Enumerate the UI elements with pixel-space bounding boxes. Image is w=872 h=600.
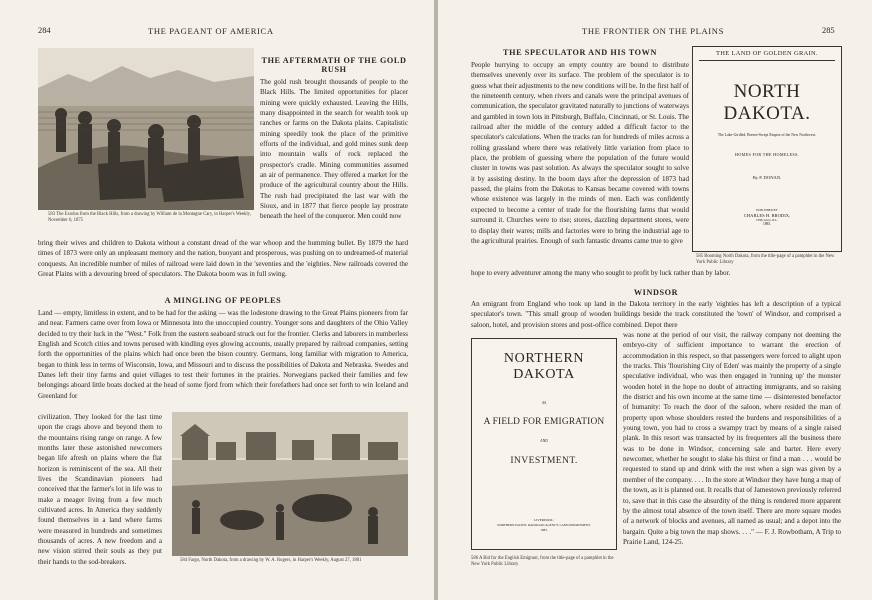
tp585-publisher: CHARLES H. BRODIX, [743,212,791,218]
windsor-heading: WINDSOR [633,288,679,297]
north-dakota-title-page [692,46,842,252]
exodus-engraving [38,48,254,210]
aftermath-section [260,56,408,222]
tp586-place: LIVERPOOL: [534,518,554,522]
tp586-and: AND [540,439,548,443]
fargo-illustration [172,412,408,556]
tp585-year: 1885. [762,221,772,226]
aftermath-heading: THE AFTERMATH OF THE GOLD RUSH [261,56,407,74]
tp586-investment: INVESTMENT. [510,455,578,466]
tp585-top-line: THE LAND OF GOLDEN GRAIN. [716,50,818,57]
tp586-title: NORTHERN DAKOTA [503,351,585,382]
fig584-caption: 584 Fargo, North Dakota, from a drawing by W. A. Rogers, in Harper's Weekly, August 27, 1881 [180,558,362,563]
tp585-title: NORTH DAKOTA. [723,81,811,124]
windsor-column-text: was none at the period of our visit, the railway company not deeming the embryo-city of sufficient importance to warrant the erection of accommodation in this respect, so that passengers were forced to alight upon the tracks. This 'flourishing City of Eden' was mainly the property of a single speculative individual, who was then engaged in 'running up' the monster wooden hotel in the hope no doubt of attracting immigrants, and so raising the district and his own income at the same time — disinterested benefactor of humanity: To reach the door of the saloon, where resided the man of property upon whose shoulders rested the burdens and responsibilities of a young town, you had to cross a swampy tract by means of a single raised plank. In this resort was transacted by its frequenters all the business there was to be done in Windsor, concerning sale and barter. Here every newcomer, whether he sought to slake his thirst or find a man . . . would be requested to stand up and drink with the rest when a sign was given by a member of the company. . . . In the store at Windsor they have hung a map of the town, as it is planned out. It recalls that of Jamestown previously referred to, save that in this case the absurdity of the thing is rendered more apparent by the almost total absence of the town itself. There are more square modes of a network of blocks and avenues, all named as usual; and a depot into the bargain. Quite a big town the map shows. . . ." — F. J. Rowbotham, A Trip to Prairie Land, 124-25. [623,331,841,546]
right-running-head: THE FRONTIER ON THE PLAINS [582,26,724,36]
speculator-lead-text: People hurrying to occupy an empty country are bound to distribute themselves unevenly over its surface. The problem of the speculator is to guess what their adjustments to the new conditions will be. In the first half of the nineteenth century, when rivers and canals were the principal avenues of communication, the speculator gravitated naturally to junctions of waterways and gambled in town lots in Pittsburgh, Buffalo, Cincinnati, or St. Louis. The railroad after the middle of the century added a difficult factor to the speculator's calculations. When the tracks ran for hundreds of miles across a rolling grassland where there was relatively little variation from place to place, the problem of guessing where the population of the future would cluster in towns was past solution. As always the speculator sought to solve it by assisting destiny. In the boom days after the depression of 1873 had passed, the plains from the Dakotas to Kansas became covered with towns whose existence was largely in the minds of men. Each was confidently expected to become a center of trade for the flourishing farms that would surround it. Churches were to rise; stores, dazzling department stores, were to display their wares; mills and factories were to bring the industrial age to the agricultural prairies. Enough of such fantastic dreams came true to give [471,61,689,245]
northern-dakota-title-page [471,338,617,550]
fargo-engraving [172,412,408,556]
fig583-caption: 583 The Exodus from the Black Hills, from a drawing by William de la Montagne Cary, in Harper's Weekly, November 6, 1875 [48,212,251,223]
right-page [438,0,872,600]
fig586-caption: 586 A Bid for the English Emigrant, from the title-page of a pamphlet in the New York Public Library [471,556,614,567]
fig585-caption: 585 Booming North Dakota, from the title-page of a pamphlet in the New York Public Library [696,254,835,265]
tp585-homes-line: HOMES FOR THE HOMELESS. [734,151,800,157]
left-running-head: THE PAGEANT OF AMERICA [148,26,274,36]
mingling-continued-text: civilization. They looked for the last time upon the crags above and beyond them to the mountains rising range on range. A few months later these astonished newcomers began life afresh on plains where the flat horizon is reminiscent of the sea. All their lives the Scandinavian pioneers had conceived that the farmer's lot in life was to make a meager living from a few much cultivated acres. In America they suddenly found themselves in a land where farms were measured in hundreds and sometimes thousands of acres. A new freedom and a new vision stirred their souls as they put their hands to the sod-breakers. [38,413,162,566]
tp585-subtitle: The Lake-Girdled, Breeze-Swept Empire of the New Northwest. [717,133,817,137]
tp586-field: A FIELD FOR EMIGRATION [483,417,605,427]
tp586-as: AS [541,401,547,405]
tp586-agency: NORTHERN PACIFIC RAILROAD AGENCY, LAND DEPARTMENT. [497,523,591,527]
tp585-city: CHICAGO, ILL. [756,217,778,222]
tp585-publisher-label: PUBLISHED BY [756,207,778,212]
speculator-section [471,48,689,246]
tp586-year: 1883. [540,528,548,532]
mingling-lead-text: Land — empty, limitless in extent, and to be had for the asking — was the lodestone drawing to the Great Plains pioneers from far and near. Farmers came over from Iowa or Minnesota into the unoccupied country. Younger sons and daughters of the Ohio Valley decided to try their luck in the "West." Folk from the eastern seaboard struck out for the frontier. Clerks and laborers in numberless English and Scotch cities and towns perused with kindling eyes glowing accounts, usually prepared by railroad companies, setting forth the opportunities of the plains which had once been the bison country. Germans, long familiar with migration to America, began to think less in terms of Wisconsin, Iowa, and Missouri and to discuss the possibilities of Dakota and Nebraska. Swedes and Danes left their tiny farms and quiet villages to test their fortunes in the prairies. Norwegians packed their families and few belongings aboard little boats docked at the head of some fjord from which their forefathers had once set forth to win Iceland and Greenland for [38,309,408,400]
exodus-illustration [38,48,254,210]
speculator-heading: THE SPECULATOR AND HIS TOWN [503,48,657,57]
windsor-lead-text: An emigrant from England who took up land in the Dakota territory in the early 'eighties has left a description of a typical speculator's town. "This small group of wooden buildings beside the track constituted the 'town' of Windsor, and comprised a saloon, hotel, and provision stores and post-office combined. Depot there [471,300,841,329]
tp585-author: By P. DONAN. [752,174,782,180]
mingling-heading: A MINGLING OF PEOPLES [164,296,282,305]
left-page [0,0,434,600]
speculator-continued-text: hope to every adventurer among the many who sought to profit by luck rather than by labor. [471,269,731,277]
aftermath-lead-text: The gold rush brought thousands of people to the Black Hills. The limited opportunities for placer mining were quickly exhausted. Leaving the Hills, many disappointed in the search for wealth took up ranches or farms on the Dakota plains. Capitalistic mining speedily took the place of the primitive efforts of the individual, and gold mines sunk deep into mountain walls of rock replaced the prospector's cradle. Mining communities assumed an air of permanence. They offered a market for the produce of the agricultural country about the Hills. The rush had precipitated the last war with the Sioux, and in 1877 that fierce people lay prostrate beneath the heel of the conqueror. Men could now [260,78,408,221]
left-page-number: 284 [38,26,51,35]
aftermath-continued-text: bring their wives and children to Dakota without a constant dread of the war whoop and the humming bullet. By 1879 the hard times of 1873 were only an unpleasant memory and the nation, buoyant and prosperous, was pushing on to undreamed-of material conquests. An incredible number of miles of railroad were laid down in the 'seventies and the 'eighties. New railroads covered the Great Plains with a devouring breed of speculators. The Dakota boom was in full swing. [38,239,408,279]
right-page-number: 285 [822,26,835,35]
